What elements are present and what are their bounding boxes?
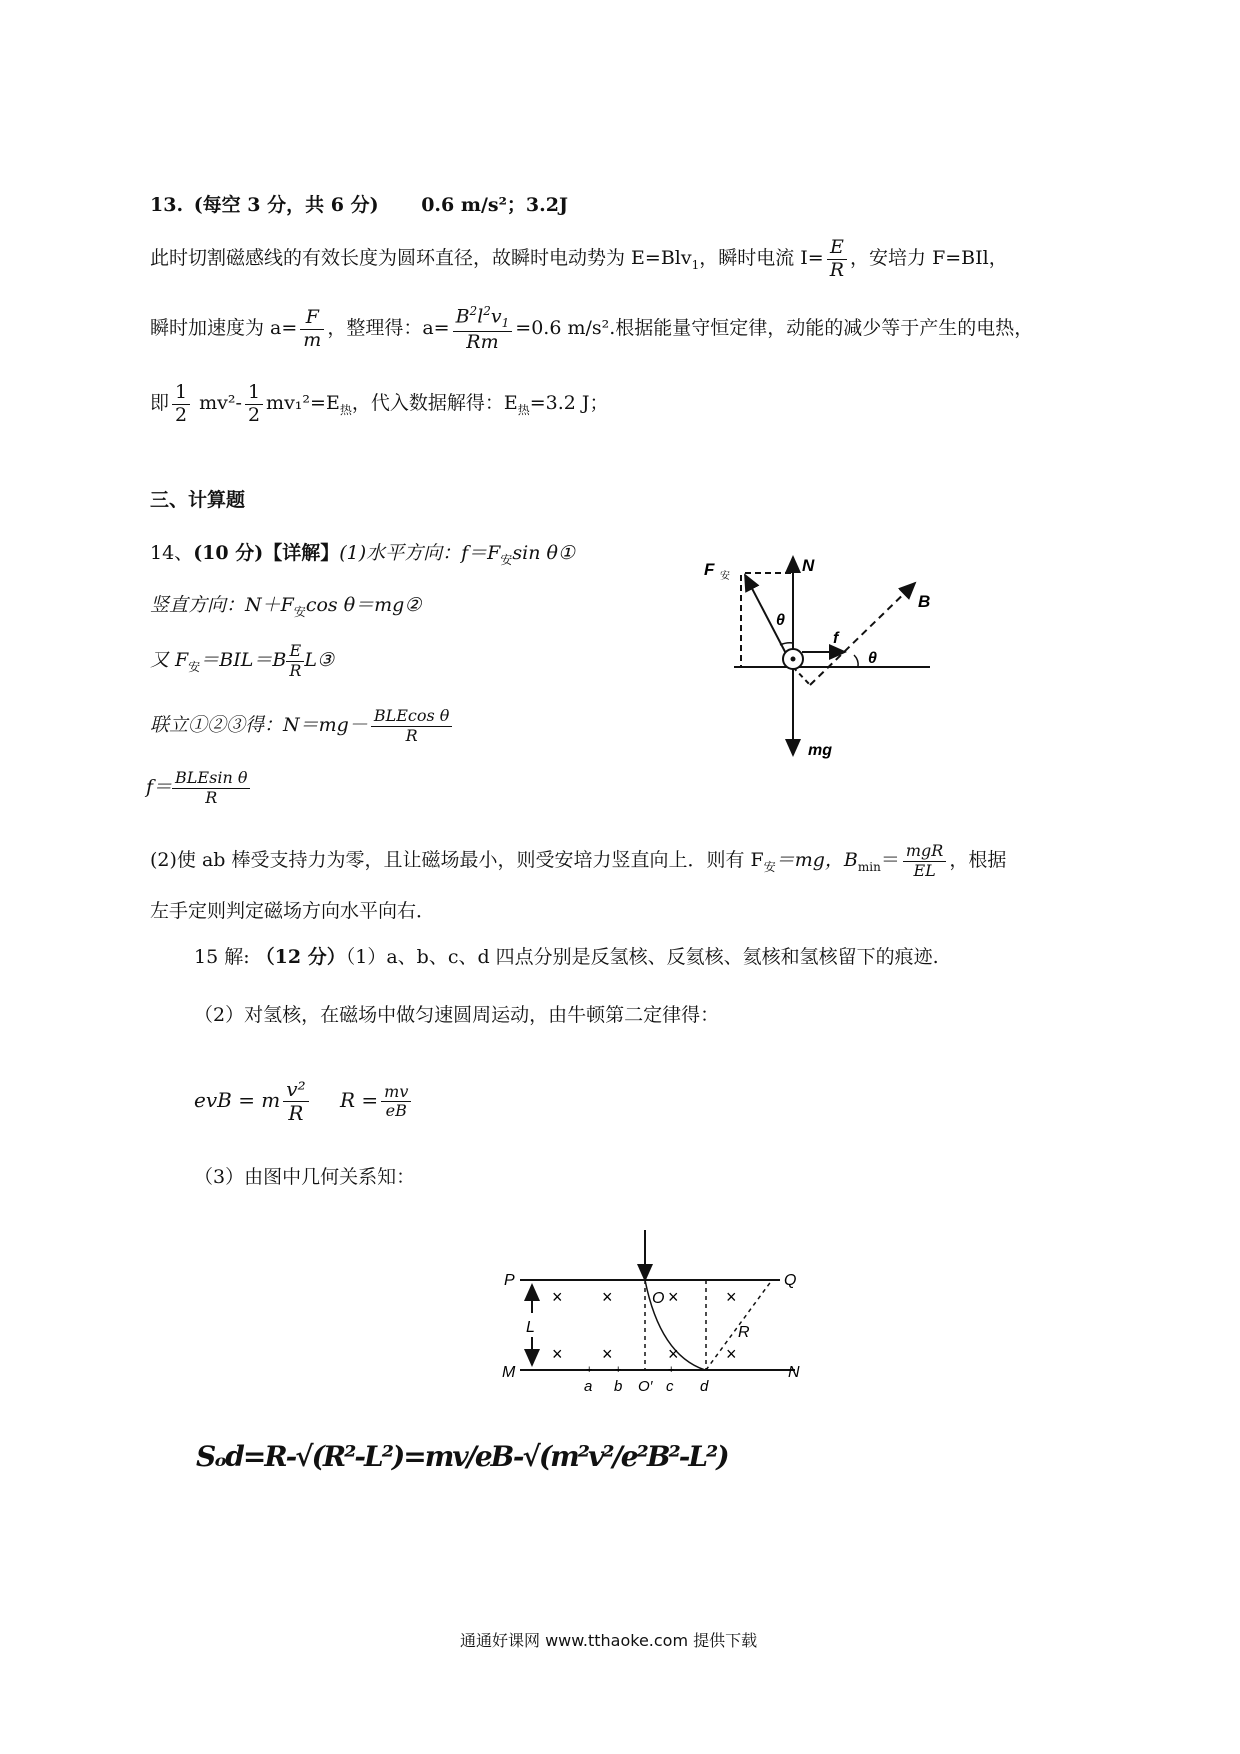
q13-text: 瞬时加速度为 a= [150, 317, 298, 339]
q15-equation [194, 1070, 414, 1130]
q13-text: =0.6 m/s². [515, 317, 616, 339]
numerator: mv [381, 1083, 411, 1102]
numerator: E [827, 237, 847, 260]
q14-text: cos θ＝mg② [305, 594, 422, 616]
q14-sub: 安 [500, 552, 513, 567]
denominator: 2 [175, 403, 188, 426]
q14-text: f＝ [146, 776, 173, 798]
q15-final-equation: Sₒd=R-√(R²-L²)=mv/eB-√(m²v²/e²B²-L²) [196, 1440, 728, 1473]
label-F: F [704, 560, 715, 579]
label-R: R [738, 1324, 750, 1341]
denominator: R [829, 258, 845, 281]
q14-text: ＝BIL＝B [200, 649, 287, 671]
equation-text: evB = m [194, 1088, 281, 1112]
q14-text: ＝ [880, 849, 900, 871]
q14-text: (1)水平方向：f＝F [339, 542, 501, 564]
fraction-v2-over-R [283, 1078, 308, 1125]
fraction-mgR-over-EL [903, 842, 946, 880]
label-B: B [918, 592, 931, 611]
fraction-E-over-R [827, 237, 847, 282]
q14-text: L③ [304, 649, 335, 671]
q15-text: （1）a、b、c、d 四点分别是反氢核、反氦核、氦核和氢核留下的痕迹. [345, 946, 939, 968]
q15-part2: （2）对氢核，在磁场中做匀速圆周运动，由牛顿第二定律得： [194, 1004, 720, 1026]
field-cross: × [726, 1344, 737, 1364]
q13-answer: 0.6 m/s²；3.2J [421, 194, 568, 216]
q13-score: (每空 3 分，共 6 分) [193, 194, 379, 216]
q15-part3: （3）由图中几何关系知： [194, 1166, 416, 1188]
denominator: 2 [247, 403, 261, 426]
fraction-one-half [172, 382, 190, 427]
q14-line-3 [150, 640, 334, 687]
label-d: d [700, 1378, 709, 1395]
q13-text: ，代入数据解得：E [351, 392, 518, 414]
q14-text: 竖直方向：N＋F [150, 594, 294, 616]
conductor-dot [791, 657, 796, 662]
angle-arc [780, 643, 793, 645]
q13-text: 此时切割磁感线的有效长度为圆环直径，故瞬时电动势为 E=Blv [150, 247, 692, 269]
q14-sub: min [857, 859, 881, 874]
q15-number: 15 解: [194, 946, 256, 968]
fraction-F-over-m [300, 307, 324, 352]
fraction-B2l2v-over-Rm [453, 305, 513, 354]
numerator: F [300, 307, 324, 330]
denominator: R [205, 787, 218, 807]
q14-sub: 安 [763, 859, 776, 874]
q14-number: 14、 [150, 542, 194, 564]
label-f: f [833, 630, 839, 647]
numerator: 1 [172, 382, 190, 405]
fraction-mv-over-eB [381, 1083, 411, 1121]
q14-text: ，根据 [949, 849, 1007, 871]
denominator: R [289, 660, 302, 680]
force-diagram [690, 545, 950, 770]
footer-text: 通通好课网 www.tthaoke.com 提供下载 [460, 1631, 758, 1650]
field-cross: × [552, 1287, 563, 1307]
q14-text: 又 F [150, 649, 189, 671]
q15-score: （12 分） [255, 946, 346, 968]
label-mg: mg [808, 742, 832, 759]
numerator: E [286, 642, 304, 661]
fraction-one-half [245, 382, 263, 427]
q14-text: sin θ① [512, 542, 575, 564]
field-cross: × [602, 1287, 613, 1307]
label-theta: θ [776, 612, 785, 629]
fraction-BLEsin-over-R [172, 769, 250, 807]
label-an: 安 [720, 571, 730, 582]
q13-text: ，安培力 F=BIl， [850, 247, 1008, 269]
q13-text: 即 [150, 392, 170, 414]
q13-text: ，整理得：a= [327, 317, 450, 339]
equation-text: R = [339, 1088, 379, 1112]
q13-sub: 热 [339, 402, 352, 417]
q13-text: mv₁²=E [266, 392, 340, 414]
q13-line-2 [150, 300, 1033, 356]
q14-line-5 [146, 762, 250, 812]
q14-part2-line2: 左手定则判定磁场方向水平向右． [150, 900, 436, 922]
q14-sub: 安 [188, 659, 201, 674]
fraction-BLEcos-over-R [371, 707, 453, 745]
q13-heading [150, 190, 568, 217]
fraction-E-over-R [286, 642, 304, 680]
numerator: $B^2l^2v_1$ [453, 305, 513, 332]
q13-sub: 热 [517, 402, 530, 417]
label-N: N [788, 1364, 800, 1381]
q15-heading [194, 942, 939, 969]
field-cross: × [552, 1344, 563, 1364]
section-title: 三、计算题 [150, 489, 246, 511]
denominator: m [303, 328, 322, 351]
q14-sub: 安 [293, 604, 306, 619]
numerator: v² [283, 1078, 308, 1102]
q14-score: (10 分)【详解】 [193, 542, 340, 564]
q13-text: 根据能量守恒定律，动能的减少等于产生的电热， [615, 317, 1034, 339]
denominator: Rm [466, 330, 499, 353]
numerator: BLEcos θ [371, 707, 453, 726]
field-cross: × [668, 1287, 679, 1307]
label-theta-2: θ [868, 650, 877, 667]
q14-text: ＝mg，B [775, 849, 858, 871]
q14-text: 联立①②③得：N＝mg－ [150, 714, 368, 736]
label-O-prime: O′ [638, 1378, 653, 1395]
label-c: c [666, 1378, 674, 1395]
q13-line-3 [150, 375, 609, 438]
q13-sub: 1 [691, 257, 700, 272]
q13-number: 13. [150, 194, 184, 216]
denominator: EL [913, 860, 936, 880]
q14-line-4 [150, 700, 455, 750]
field-cross: × [602, 1344, 613, 1364]
q13-text: =3.2 J； [529, 392, 609, 414]
label-M: M [502, 1364, 516, 1381]
label-b: b [614, 1378, 623, 1395]
label-Q: Q [784, 1272, 797, 1289]
label-a: a [584, 1378, 593, 1395]
q14-line-2 [150, 590, 421, 620]
track-mark: + [668, 1364, 675, 1376]
track-mark: + [586, 1364, 593, 1376]
field-cross: × [726, 1287, 737, 1307]
numerator: BLEsin θ [172, 769, 250, 788]
denominator: R [405, 725, 418, 745]
denominator: R [288, 1101, 304, 1125]
q13-text: ，瞬时电流 I= [699, 247, 824, 269]
label-N: N [802, 556, 815, 575]
numerator: mgR [903, 842, 946, 861]
track-mark: + [615, 1364, 622, 1376]
label-L: L [526, 1319, 535, 1336]
angle-arc [854, 655, 858, 667]
label-O: O [652, 1290, 665, 1307]
field-cross: × [668, 1344, 679, 1364]
field-arrow [810, 583, 915, 685]
field-diagram [490, 1225, 810, 1395]
q14-part2 [150, 840, 1006, 887]
denominator: eB [385, 1101, 407, 1120]
q13-text: mv²- [199, 392, 242, 414]
numerator: 1 [245, 382, 263, 405]
q14-heading [150, 538, 575, 568]
label-P: P [504, 1272, 515, 1289]
q14-text: (2)使 ab 棒受支持力为零，且让磁场最小，则受安培力竖直向上．则有 F [150, 849, 764, 871]
q13-line-1 [150, 230, 1008, 293]
